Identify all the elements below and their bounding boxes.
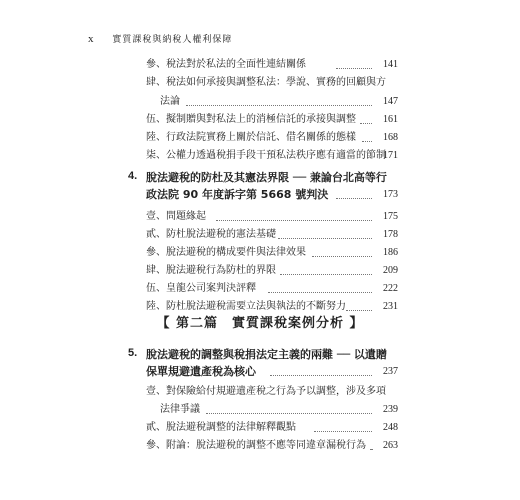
dot-leader	[278, 238, 372, 239]
toc-entry-text: 貳、防杜脫法避稅的憲法基礎	[146, 229, 276, 240]
toc-entry-page: 141	[383, 59, 398, 70]
dot-leader	[186, 105, 372, 106]
dot-leader	[346, 310, 372, 311]
toc-entry[interactable]	[0, 263, 520, 279]
dot-leader	[370, 449, 372, 450]
dot-leader	[314, 431, 372, 432]
toc-entry[interactable]	[0, 112, 520, 128]
chapter-title-line-1[interactable]: 脫法避稅的調整與稅捐法定主義的兩難 ── 以遺贈	[146, 348, 387, 361]
toc-entry-text: 貳、脫法避稅調整的法律解釋觀點	[146, 422, 296, 433]
toc-entry[interactable]	[0, 384, 520, 400]
toc-entry-page: 186	[383, 247, 398, 258]
toc-entry-page: 175	[383, 211, 398, 222]
chapter-title-line-2: 政法院 90 年度訴字第 5668 號判決	[146, 188, 329, 201]
toc-entry-page: 161	[383, 114, 398, 125]
toc-entry-text: 壹、對保險給付規避遺產稅之行為予以調整，涉及多項	[146, 386, 386, 397]
chapter-title-line-1[interactable]: 脫法避稅的防杜及其憲法界限 ── 兼論台北高等行	[146, 171, 387, 184]
chapter-number: 4.	[128, 170, 138, 182]
dot-leader	[336, 198, 372, 199]
toc-entry-page: 231	[383, 301, 398, 312]
page-number-roman: x	[88, 33, 95, 45]
toc-entry-text: 法律爭議	[160, 404, 200, 415]
toc-entry-text: 伍、皇龍公司案判決評釋	[146, 283, 256, 294]
toc-entry-page: 209	[383, 265, 398, 276]
toc-entry[interactable]	[0, 227, 520, 243]
toc-entry[interactable]	[0, 420, 520, 436]
toc-entry-text: 肆、脫法避稅行為防杜的界限	[146, 265, 276, 276]
toc-entry-text: 參、脫法避稅的構成要件與法律效果	[146, 247, 306, 258]
toc-entry-page: 263	[383, 440, 398, 451]
toc-entry-page: 171	[383, 150, 398, 161]
dot-leader	[280, 274, 372, 275]
toc-entry[interactable]	[0, 209, 520, 225]
dot-leader	[206, 413, 372, 414]
toc-entry-page: 248	[383, 422, 398, 433]
toc-entry-text: 肆、稅法如何承接與調整私法：學說、實務的回顧與方	[146, 77, 386, 88]
toc-entry[interactable]	[0, 75, 520, 91]
dot-leader	[362, 141, 372, 142]
running-title: 實質課稅與納稅人權利保障	[112, 35, 233, 45]
toc-entry[interactable]	[0, 281, 520, 297]
chapter-page: 173	[383, 189, 398, 200]
toc-entry-text: 陸、行政法院實務上關於信託、借名關係的態樣	[146, 132, 356, 143]
dot-leader	[360, 123, 372, 124]
toc-entry-text: 陸、防杜脫法避稅需要立法與執法的不斷努力	[146, 301, 346, 312]
toc-entry-text: 柒、公權力透過稅捐手段干預私法秩序應有適當的節制	[146, 150, 386, 161]
chapter-number: 5.	[128, 347, 138, 359]
toc-entry-text: 伍、擬制贈與對私法上的消極信託的承接與調整	[146, 114, 356, 125]
toc-entry-text: 壹、問題緣起	[146, 211, 206, 222]
dot-leader	[270, 375, 372, 376]
dot-leader	[268, 292, 372, 293]
toc-entry-page: 168	[383, 132, 398, 143]
toc-entry[interactable]	[0, 438, 520, 454]
toc-entry[interactable]	[0, 57, 520, 73]
dot-leader	[216, 220, 372, 221]
toc-entry-continuation[interactable]	[0, 402, 520, 418]
toc-entry-continuation[interactable]	[0, 94, 520, 110]
chapter-page: 237	[383, 366, 398, 377]
toc-entry-page: 147	[383, 96, 398, 107]
toc-entry-text: 法論	[160, 96, 180, 107]
running-header	[88, 32, 232, 45]
chapter-title-row[interactable]	[0, 364, 520, 380]
toc-entry-text: 參、稅法對於私法的全面性連結關係	[146, 59, 306, 70]
toc-entry[interactable]	[0, 245, 520, 261]
chapter-title-line-2: 保單規避遺產稅為核心	[146, 365, 256, 378]
part-heading[interactable]: 【 第二篇 實質課稅案例分析 】	[156, 316, 364, 331]
dot-leader	[336, 68, 372, 69]
toc-entry-page: 222	[383, 283, 398, 294]
toc-entry[interactable]	[0, 130, 520, 146]
toc-entry-page: 178	[383, 229, 398, 240]
toc-entry[interactable]	[0, 148, 520, 164]
chapter-title-row[interactable]	[0, 187, 520, 203]
toc-entry-page: 239	[383, 404, 398, 415]
toc-entry-text: 參、附論：脫法避稅的調整不應等同違章漏稅行為	[146, 440, 366, 451]
dot-leader	[312, 256, 372, 257]
